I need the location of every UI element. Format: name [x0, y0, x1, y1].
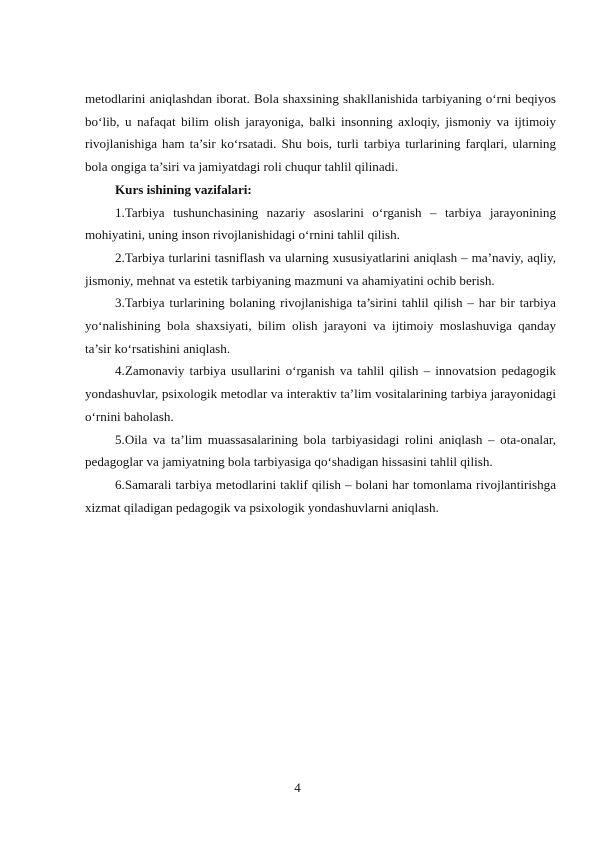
task-item-5: 5.Oila va ta’lim muassasalarining bola tarbiyasidagi rolini aniqlash – ota-onalar, pedagoglar va jamiyatning bola tarbiyasiga qo‘shadigan hissasini tahlil qilish.: [85, 431, 556, 470]
section-heading: Kurs ishining vazifalari:: [115, 181, 252, 197]
task-item-1: 1.Tarbiya tushunchasining nazariy asoslarini o‘rganish – tarbiya jarayonining mohiyatini, uning inson rivojlanishidagi o‘rnini tahlil qilish.: [85, 204, 556, 243]
task-item-3: 3.Tarbiya turlarining bolaning rivojlanishiga ta’sirini tahlil qilish – har bir tarbiya yo‘nalishining bola shaxsiyati, bilim olish jarayoni va ijtimoiy moslashuviga qanday ta’sir ko‘rsatishini aniqlash.: [85, 295, 556, 356]
task-item-6: 6.Samarali tarbiya metodlarini taklif qilish – bolani har tomonlama rivojlantirishga xizmat qiladigan pedagogik va psixologik yondashuvlarni aniqlash.: [85, 476, 556, 515]
intro-paragraph: metodlarini aniqlashdan iborat. Bola shaxsining shakllanishida tarbiyaning o‘rni beqiyos bo‘lib, u nafaqat bilim olish jarayoniga, balki insonning axloqiy, jismoniy va ijtimoiy rivojlanishiga ham ta’sir ko‘rsatadi. Shu bois, turli tarbiya turlarining farqlari, ularning bola ongiga ta’siri va jamiyatdagi roli chuqur tahlil qilinadi.: [85, 91, 556, 175]
task-item-2: 2.Tarbiya turlarini tasniflash va ularning xususiyatlarini aniqlash – ma’naviy, aqliy, jismoniy, mehnat va estetik tarbiyaning mazmuni va ahamiyatini ochib berish.: [85, 249, 556, 288]
page-number: 4: [294, 780, 301, 795]
task-item-4: 4.Zamonaviy tarbiya usullarini o‘rganish va tahlil qilish – innovatsion pedagogik yondashuvlar, psixologik metodlar va interaktiv ta’lim vositalarining tarbiya jarayonidagi o‘rnini baholash.: [85, 363, 556, 424]
document-body: [85, 88, 556, 519]
